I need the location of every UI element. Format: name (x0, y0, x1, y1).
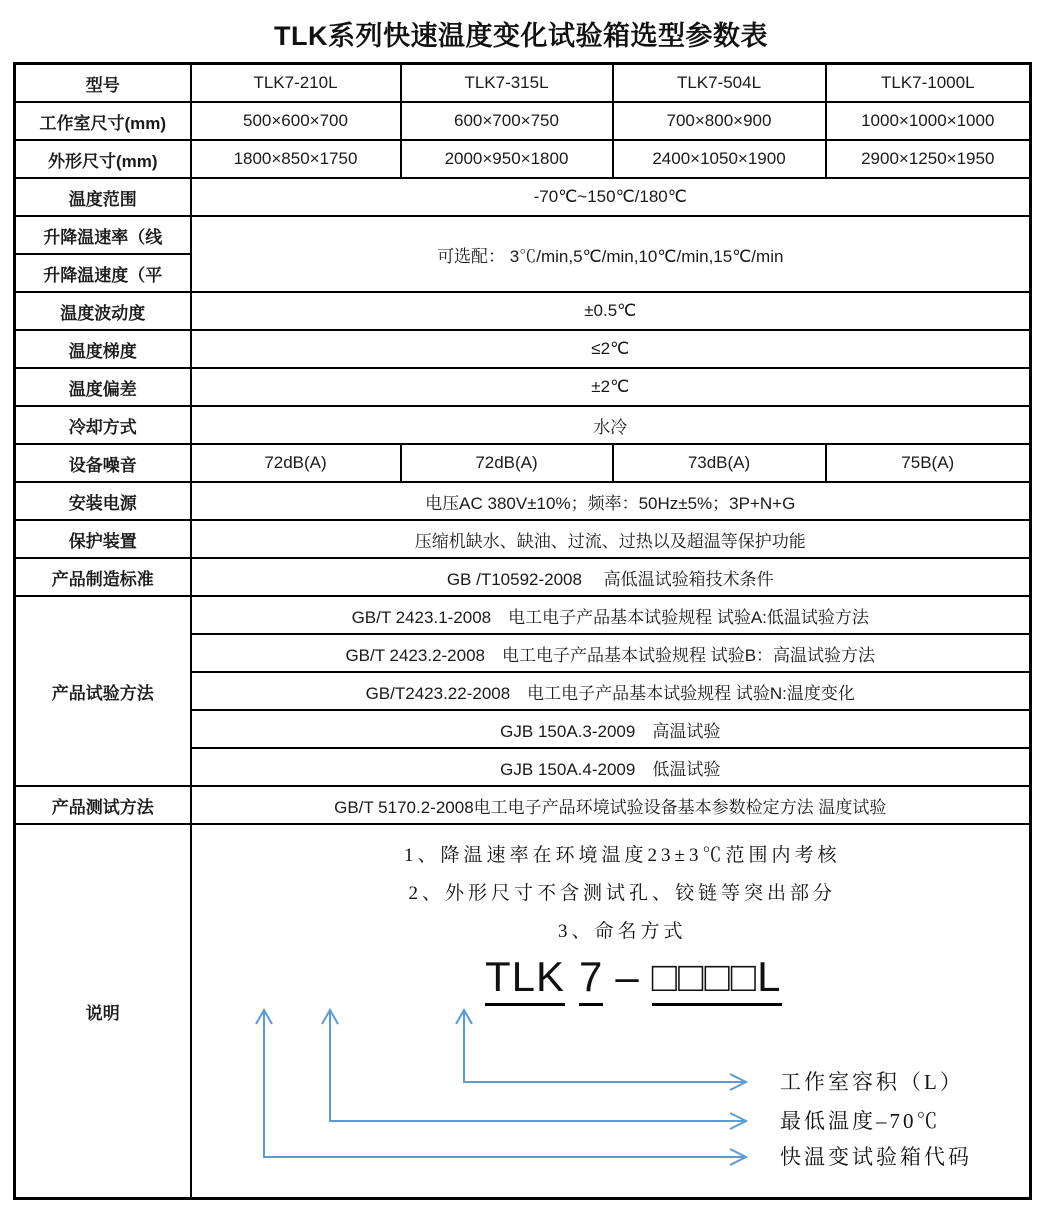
naming-dash: – (615, 953, 640, 1000)
min-temp-arrow (322, 1010, 746, 1129)
noise-value-cell: 75B(A) (826, 444, 1031, 482)
row-deviation (15, 368, 1031, 406)
test-method-value-cell: GB/T 2423.1-2008 电工电子产品基本试验规程 试验A:低温试验方法 (191, 596, 1031, 634)
naming-volume-boxes: □□□□L (652, 953, 782, 1006)
test-methods-label-cell: 产品试验方法 (15, 596, 191, 786)
note-line: 1、降温速率在环境温度23±3℃范围内考核 (404, 845, 841, 866)
remarks-content-cell (191, 824, 1031, 1199)
power-value-cell: 电压AC 380V±10%；频率：50Hz±5%；3P+N+G (191, 482, 1031, 520)
volume-arrow (456, 1010, 746, 1090)
row-measure-method (15, 786, 1031, 824)
protection-label-cell: 保护装置 (15, 520, 191, 558)
row-fluctuation (15, 292, 1031, 330)
gradient-value-cell: ≤2℃ (191, 330, 1031, 368)
temp-range-label-cell: 温度范围 (15, 178, 191, 216)
remarks-label-cell: 说明 (15, 824, 191, 1199)
model-label-cell: 型号 (15, 64, 191, 103)
test-method-value-cell: GJB 150A.4-2009 低温试验 (191, 748, 1031, 786)
row-mfg-standard (15, 558, 1031, 596)
row-chamber-size (15, 102, 1031, 140)
fluctuation-label-cell: 温度波动度 (15, 292, 191, 330)
model-value-cell: TLK7-210L (191, 64, 401, 103)
measure-method-label-cell: 产品测试方法 (15, 786, 191, 824)
overall-size-value-cell: 2900×1250×1950 (826, 140, 1031, 178)
chamber-size-value-cell: 1000×1000×1000 (826, 102, 1031, 140)
row-test-method-1 (15, 596, 1031, 634)
row-gradient (15, 330, 1031, 368)
naming-prefix: TLK (485, 953, 565, 1006)
naming-number: 7 (579, 953, 603, 1006)
model-value-cell: TLK7-1000L (826, 64, 1031, 103)
remarks-content (196, 825, 1026, 1197)
ramp-speed-label-cell: 升降温速度（平 (15, 254, 191, 292)
row-remarks (15, 824, 1031, 1199)
protection-value-cell: 压缩机缺水、缺油、过流、过热以及超温等保护功能 (191, 520, 1031, 558)
noise-value-cell: 73dB(A) (613, 444, 826, 482)
mfg-standard-value-cell: GB /T10592-2008 高低温试验箱技术条件 (191, 558, 1031, 596)
deviation-value-cell: ±2℃ (191, 368, 1031, 406)
page-title: TLK系列快速温度变化试验箱选型参数表 (274, 21, 768, 51)
power-label-cell: 安装电源 (15, 482, 191, 520)
deviation-label-cell: 温度偏差 (15, 368, 191, 406)
model-value-cell: TLK7-315L (401, 64, 613, 103)
model-value-cell: TLK7-504L (613, 64, 826, 103)
naming-arrows-diagram (196, 1005, 1031, 1195)
temp-range-value-cell: -70℃~150℃/180℃ (191, 178, 1031, 216)
noise-value-cell: 72dB(A) (191, 444, 401, 482)
chamber-size-label-cell: 工作室尺寸(mm) (15, 102, 191, 140)
overall-size-value-cell: 1800×850×1750 (191, 140, 401, 178)
row-overall-size (15, 140, 1031, 178)
chamber-size-value-cell: 700×800×900 (613, 102, 826, 140)
min-temp-arrow-label: 最低温度–70℃ (779, 1109, 940, 1133)
remarks-notes (196, 825, 1026, 951)
overall-size-value-cell: 2000×950×1800 (401, 140, 613, 178)
measure-method-value-cell: GB/T 5170.2-2008电工电子产品环境试验设备基本参数检定方法 温度试验 (191, 786, 1031, 824)
ramp-rate-label-cell: 升降温速率（线 (15, 216, 191, 254)
chamber-size-value-cell: 500×600×700 (191, 102, 401, 140)
gradient-label-cell: 温度梯度 (15, 330, 191, 368)
cooling-label-cell: 冷却方式 (15, 406, 191, 444)
row-power (15, 482, 1031, 520)
test-method-value-cell: GB/T2423.22-2008 电工电子产品基本试验规程 试验N:温度变化 (191, 672, 1031, 710)
test-method-value-cell: GB/T 2423.2-2008 电工电子产品基本试验规程 试验B：高温试验方法 (191, 634, 1031, 672)
ramp-value-cell: 可选配： 3℃/min,5℃/min,10℃/min,15℃/min (191, 216, 1031, 292)
naming-code-line (242, 955, 1026, 999)
spec-table (13, 62, 1032, 1200)
note-line: 3、命名方式 (557, 921, 687, 942)
chamber-size-value-cell: 600×700×750 (401, 102, 613, 140)
row-protection (15, 520, 1031, 558)
volume-arrow-label: 工作室容积（L） (779, 1070, 964, 1094)
overall-size-label-cell: 外形尺寸(mm) (15, 140, 191, 178)
overall-size-value-cell: 2400×1050×1900 (613, 140, 826, 178)
note-line: 2、外形尺寸不含测试孔、铰链等突出部分 (408, 883, 836, 904)
test-method-value-cell: GJB 150A.3-2009 高温试验 (191, 710, 1031, 748)
row-cooling (15, 406, 1031, 444)
row-noise (15, 444, 1031, 482)
noise-label-cell: 设备噪音 (15, 444, 191, 482)
cooling-value-cell: 水冷 (191, 406, 1031, 444)
code-arrow-label: 快温变试验箱代码 (779, 1145, 972, 1169)
row-ramp-rate (15, 216, 1031, 254)
fluctuation-value-cell: ±0.5℃ (191, 292, 1031, 330)
mfg-standard-label-cell: 产品制造标准 (15, 558, 191, 596)
noise-value-cell: 72dB(A) (401, 444, 613, 482)
row-model (15, 64, 1031, 103)
row-temp-range (15, 178, 1031, 216)
